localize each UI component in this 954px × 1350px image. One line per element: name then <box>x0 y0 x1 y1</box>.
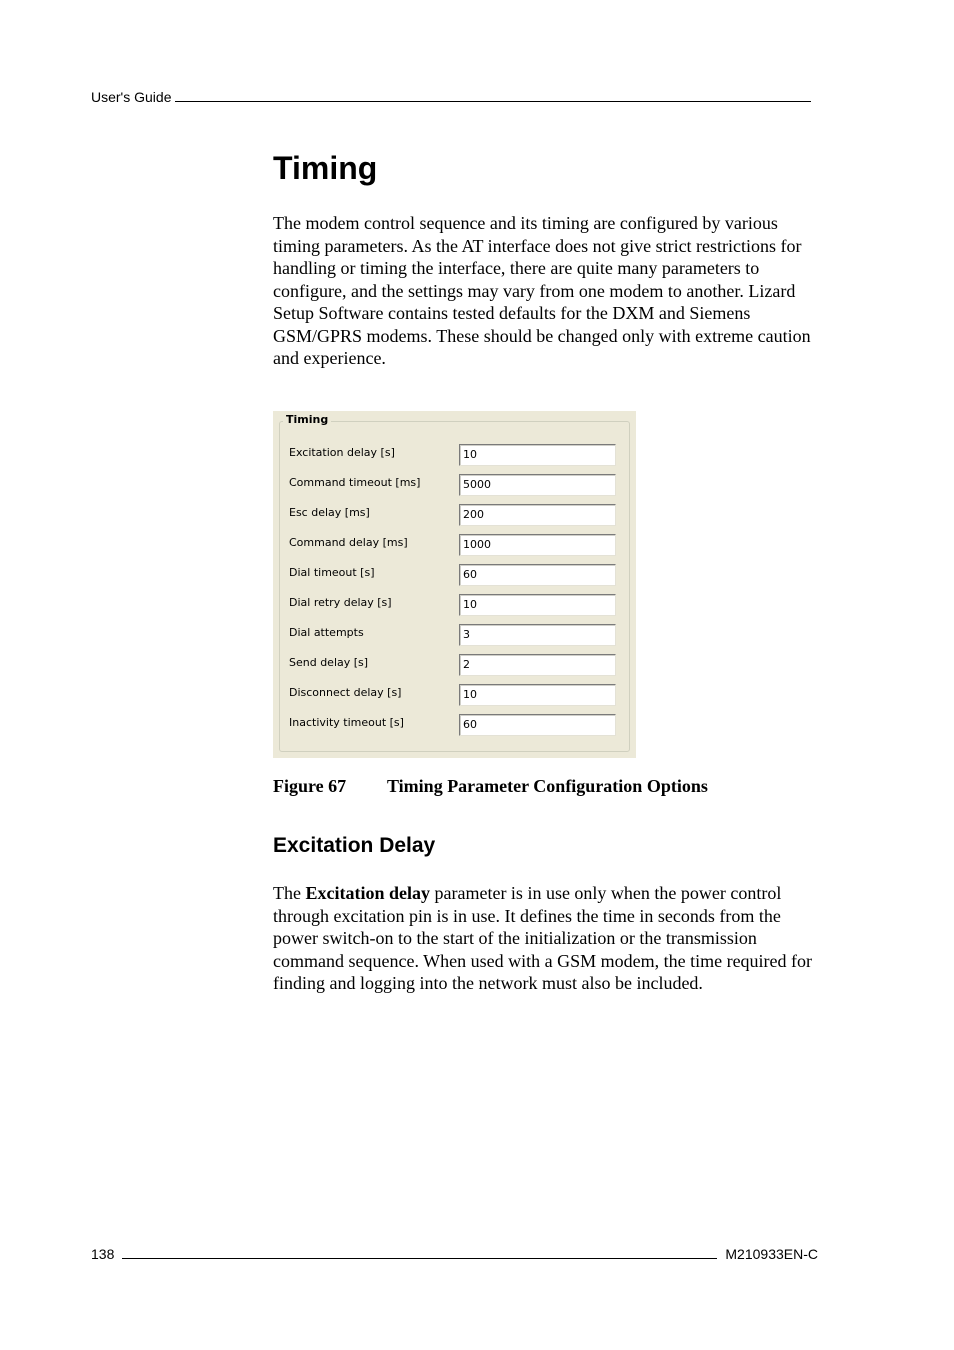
page-footer <box>91 1244 818 1262</box>
field-label: Inactivity timeout [s] <box>289 716 404 729</box>
field-row <box>273 594 636 624</box>
field-label: Dial timeout [s] <box>289 566 375 579</box>
page-title: Timing <box>273 150 378 186</box>
field-row <box>273 534 636 564</box>
field-label: Send delay [s] <box>289 656 369 669</box>
field-row <box>273 684 636 714</box>
field-label: Dial attempts <box>289 626 364 639</box>
field-row <box>273 714 636 744</box>
field-input[interactable]: 1000 <box>459 534 616 556</box>
field-label: Dial retry delay [s] <box>289 596 392 609</box>
header-rule <box>175 101 811 102</box>
section-body-prefix: The <box>273 883 306 903</box>
section-paragraph <box>273 882 818 995</box>
field-input[interactable]: 200 <box>459 504 616 526</box>
field-input[interactable]: 60 <box>459 714 616 736</box>
field-row <box>273 624 636 654</box>
intro-paragraph: The modem control sequence and its timing are configured by various timing parameters. As the AT interface does not give strict restrictions for handling or timing the interface, there are quite many parameters to configure, and the settings may vary from one modem to another. Lizard Setup Software contains tested defaults for the DXM and Siemens GSM/GPRS modems. These should be changed only with extreme caution and experience. <box>273 213 811 368</box>
field-input[interactable]: 10 <box>459 444 616 466</box>
figure-caption-text: Timing Parameter Configuration Options <box>387 776 708 796</box>
field-label: Disconnect delay [s] <box>289 686 402 699</box>
field-row <box>273 654 636 684</box>
field-label: Command timeout [ms] <box>289 476 421 489</box>
field-row <box>273 504 636 534</box>
section-title: Excitation Delay <box>273 834 436 857</box>
header-text: User's Guide <box>91 89 172 105</box>
groupbox-legend: Timing <box>283 413 331 426</box>
timing-fields <box>273 444 636 744</box>
field-row <box>273 474 636 504</box>
page-number: 138 <box>91 1246 115 1262</box>
page-header <box>91 87 811 105</box>
footer-rule <box>122 1258 717 1259</box>
field-input[interactable]: 60 <box>459 564 616 586</box>
field-row <box>273 564 636 594</box>
section-body-rest: parameter is in use only when the power control through excitation pin is in use. It defines the time in seconds from the power switch-on to the start of the initialization or the transmission command sequence. When used with a GSM modem, the time required for finding and logging into the network must also be included. <box>273 883 813 993</box>
field-label: Command delay [ms] <box>289 536 408 549</box>
figure-number: Figure 67 <box>273 776 347 796</box>
figure-caption <box>273 776 708 797</box>
field-label: Esc delay [ms] <box>289 506 370 519</box>
field-row <box>273 444 636 474</box>
field-input[interactable]: 3 <box>459 624 616 646</box>
field-label: Excitation delay [s] <box>289 446 395 459</box>
section-body-bold: Excitation delay <box>305 883 430 903</box>
timing-settings-panel <box>273 411 636 758</box>
document-id: M210933EN-C <box>725 1246 818 1262</box>
field-input[interactable]: 10 <box>459 594 616 616</box>
field-input[interactable]: 2 <box>459 654 616 676</box>
field-input[interactable]: 5000 <box>459 474 616 496</box>
field-input[interactable]: 10 <box>459 684 616 706</box>
